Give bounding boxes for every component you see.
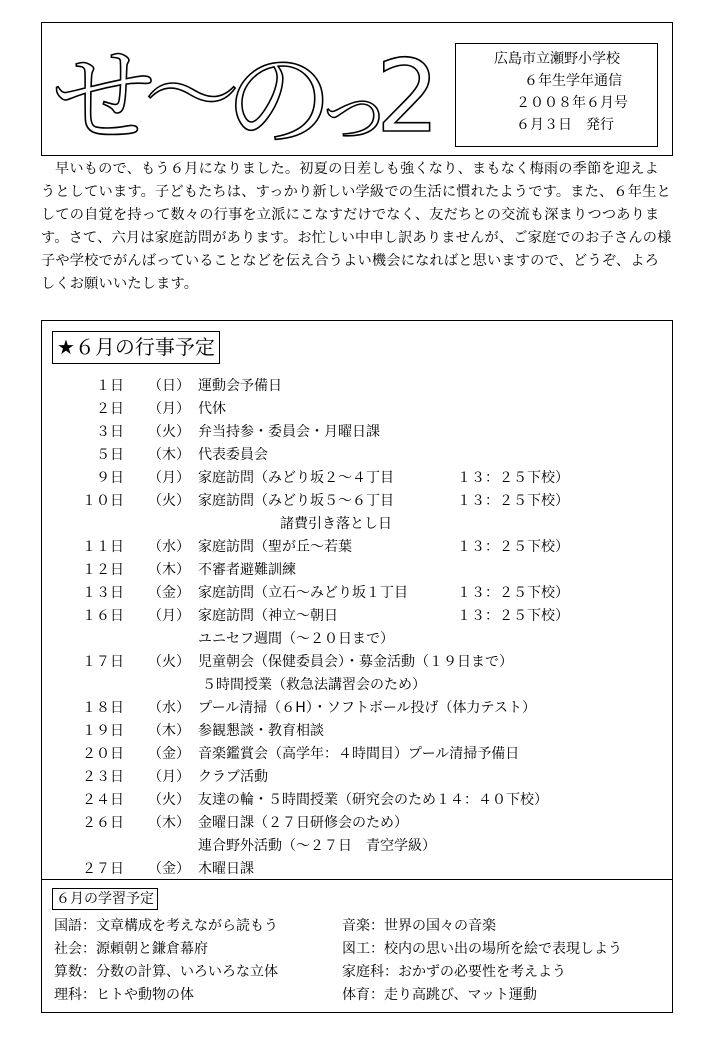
study-zuko: 図工：校内の思い出の場所を絵で表現しよう: [342, 941, 622, 957]
event-time: １３：２５下校）: [457, 585, 569, 601]
study-kokugo: 国語：文章構成を考えながら読もう: [54, 918, 278, 934]
title-char-se: せ: [52, 36, 157, 151]
event-description: 金曜日課（２７日研修会のため）: [198, 815, 408, 831]
event-description: 参観懇談・教育相談: [198, 723, 324, 739]
event-date: ２０日: [82, 746, 124, 762]
event-date: １３日: [82, 585, 124, 601]
event-note-5jikan: ５時間授業（救急法講習会のため）: [202, 677, 426, 693]
study-section: [41, 880, 673, 1013]
event-day: （木）: [148, 723, 190, 739]
event-description: クラブ活動: [198, 769, 268, 785]
event-description: 代表委員会: [198, 447, 268, 463]
event-day: （木）: [148, 562, 190, 578]
study-sansu: 算数：分数の計算、いろいろな立体: [54, 964, 278, 980]
event-description: 友達の輪・５時間授業（研究会のため１４：４０下校）: [198, 792, 548, 808]
issue-date: ６月３日 発行: [516, 117, 614, 133]
event-description: 児童朝会（保健委員会）・募金活動（１９日まで）: [198, 654, 513, 670]
event-date: １０日: [82, 493, 124, 509]
study-title: ６月の学習予定: [52, 888, 158, 910]
event-description: 家庭訪問（立石〜みどり坂１丁目: [198, 585, 408, 601]
event-time: １３：２５下校）: [457, 608, 569, 624]
event-date: １日: [96, 378, 124, 394]
event-description: 運動会予備日: [198, 378, 282, 394]
event-day: （木）: [148, 815, 190, 831]
event-date: ２日: [96, 401, 124, 417]
event-date: １９日: [82, 723, 124, 739]
event-date: ２６日: [82, 815, 124, 831]
event-description: 家庭訪問（聖が丘〜若葉: [198, 539, 352, 555]
event-description: 木曜日課: [198, 861, 254, 877]
school-info-box: [455, 43, 658, 147]
title-char-tsu: っ: [314, 63, 394, 151]
event-date: １２日: [82, 562, 124, 578]
event-time: １３：２５下校）: [457, 470, 569, 486]
event-date: １１日: [82, 539, 124, 555]
event-description: 家庭訪問（神立〜朝日: [198, 608, 338, 624]
event-description: 家庭訪問（みどり坂５〜６丁目: [198, 493, 394, 509]
intro-text: 早いもので、もう６月になりました。初夏の日差しも強くなり、まもなく梅雨の季節を迎えようとしています。子どもたちは、すっかり新しい学級での生活に慣れたようです。また、６年生としての自覚を持って数々の行事を立派にこなすだけでなく、友だちとの交流も深まりつつあります。さて、六月は家庭訪問があります。お忙しい中申し訳ありませんが、ご家庭でのお子さんの様子や学校でがんばっていることなどを伝え合うよい機会になればと思いますので、どうぞ、よろしくお願いいたします。: [41, 161, 672, 292]
event-description: 代休: [198, 401, 226, 417]
event-day: （月）: [148, 769, 190, 785]
event-day: （日）: [148, 378, 190, 394]
event-day: （火）: [148, 424, 190, 440]
event-time: １３：２５下校）: [457, 539, 569, 555]
event-day: （月）: [148, 470, 190, 486]
event-date: １７日: [82, 654, 124, 670]
event-date: ５日: [96, 447, 124, 463]
event-description: 不審者避難訓練: [198, 562, 296, 578]
event-date: ９日: [96, 470, 124, 486]
newsletter-type: ６年生学年通信: [524, 73, 622, 89]
event-day: （水）: [148, 700, 190, 716]
title-char-no: の: [224, 37, 334, 151]
event-note-rengo: 連合野外活動（〜２７日 青空学級）: [198, 838, 436, 854]
school-name: 広島市立瀬野小学校: [494, 51, 620, 67]
study-shakai: 社会：源頼朝と鎌倉幕府: [54, 941, 208, 957]
intro-paragraph: [41, 158, 673, 296]
events-title: ★６月の行事予定: [52, 331, 220, 364]
event-date: １８日: [82, 700, 124, 716]
event-day: （木）: [148, 447, 190, 463]
event-date: ２４日: [82, 792, 124, 808]
event-time: １３：２５下校）: [457, 493, 569, 509]
event-day: （水）: [148, 539, 190, 555]
event-date: １６日: [82, 608, 124, 624]
event-date: ２３日: [82, 769, 124, 785]
study-taiiku: 体育：走り高跳び、マット運動: [342, 987, 537, 1003]
issue-month: ２００８年６月号: [516, 95, 628, 111]
study-ongaku: 音楽：世界の国々の音楽: [342, 918, 496, 934]
event-day: （火）: [148, 493, 190, 509]
event-day: （月）: [148, 401, 190, 417]
study-kateika: 家庭科：おかずの必要性を考えよう: [342, 964, 566, 980]
event-day: （金）: [148, 585, 190, 601]
event-day: （火）: [148, 792, 190, 808]
event-day: （火）: [148, 654, 190, 670]
newsletter-header: [41, 22, 673, 156]
newsletter-title-logo: [48, 27, 478, 151]
title-char-wave: 〜: [144, 40, 240, 151]
event-day: （金）: [148, 746, 190, 762]
event-note-unicef: ユニセフ週間（〜２０日まで）: [198, 631, 394, 647]
event-description: プール清掃（６H）・ソフトボール投げ（体力テスト）: [198, 700, 536, 716]
event-date: ２７日: [82, 861, 124, 877]
event-day: （月）: [148, 608, 190, 624]
event-description: 音楽鑑賞会（高学年：４時間目）プール清掃予備日: [198, 746, 520, 762]
event-description: 家庭訪問（みどり坂２〜４丁目: [198, 470, 394, 486]
events-section: [41, 320, 673, 880]
event-day: （金）: [148, 861, 190, 877]
event-date: ３日: [96, 424, 124, 440]
title-char-two: 2: [376, 38, 440, 151]
event-note-shohi: 諸費引き落とし日: [280, 516, 392, 532]
event-description: 弁当持参・委員会・月曜日課: [198, 424, 380, 440]
study-rika: 理科：ヒトや動物の体: [54, 987, 194, 1003]
